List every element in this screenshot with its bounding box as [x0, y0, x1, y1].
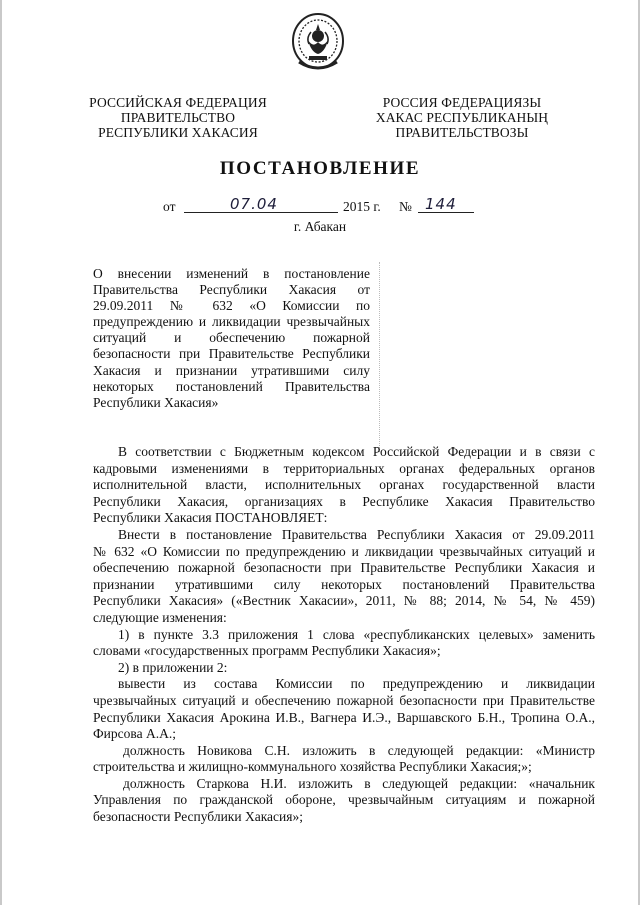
body-line: кадровыми изменениями в территориальных органах федеральных органов — [93, 460, 595, 476]
body-line: № 632 «О Комиссии по предупреждению и ликвидации чрезвычайных ситуаций и — [93, 543, 595, 559]
body-line: 1) в пункте 3.3 приложения 1 слова «республиканских целевых» заменить — [118, 626, 595, 642]
body-line: Республики Хакасия ПОСТАНОВЛЯЕТ: — [93, 510, 328, 526]
body-line: строительства и жилищно-коммунального хозяйства Республики Хакасия;»; — [93, 759, 532, 775]
body-line: Фирсова А.А.; — [93, 726, 176, 742]
header-left-line: РОССИЙСКАЯ ФЕДЕРАЦИЯ — [89, 95, 267, 110]
date-from-label: от — [163, 199, 176, 214]
header-left-line: ПРАВИТЕЛЬСТВО — [120, 110, 236, 125]
subject-line: ситуаций и обеспечению пожарной — [93, 330, 370, 346]
page-edge-left — [0, 0, 2, 905]
header-left-line: РЕСПУБЛИКИ ХАКАСИЯ — [98, 125, 258, 140]
header-right — [368, 95, 556, 140]
document-title: ПОСТАНОВЛЕНИЕ — [219, 158, 421, 179]
subject-line: Хакасия и признании утратившими силу — [93, 362, 370, 378]
header-left — [82, 95, 274, 140]
body-line: следующие изменения: — [93, 609, 227, 625]
body-line: исполнительной власти, исполнительных органах государственной власти — [93, 477, 595, 493]
city-label: г. Абакан — [293, 219, 347, 234]
subject-line: Республики Хакасия» — [93, 394, 219, 410]
header-right-line: ХАКАС РЕСПУБЛИКАНЫҢ — [375, 110, 549, 125]
body-line: Управления по гражданской обороне, чрезвычайным ситуациям и пожарной — [93, 792, 595, 808]
subject-line: некоторых постановлений Правительства — [93, 378, 370, 394]
subject-block — [93, 266, 370, 411]
subject-line: безопасности при Правительстве Республики — [93, 346, 370, 362]
handwritten-number: 144 — [425, 195, 457, 213]
body-line: вывести из состава Комиссии по предупреждению и ликвидации — [118, 676, 595, 692]
body-line: признании утратившими силу некоторых постановлений Правительства — [93, 576, 595, 592]
header-right-line: ПРАВИТЕЛЬСТВОЗЫ — [395, 125, 529, 140]
year-label: 2015 г. — [343, 199, 381, 214]
body-line: словами «государственных программ Республики Хакасия»; — [93, 643, 441, 659]
header-right-line: РОССИЯ ФЕДЕРАЦИЯЗЫ — [382, 95, 542, 110]
body-line: Внести в постановление Правительства Республики Хакасия от 29.09.2011 — [118, 526, 595, 542]
subject-line: Правительства Республики Хакасия от — [93, 282, 370, 298]
date-number-line — [0, 197, 640, 217]
body-line: обеспечению пожарной безопасности при Правительстве Республики Хакасия и — [93, 560, 595, 576]
subject-line: предупреждению и ликвидации чрезвычайных — [93, 314, 370, 330]
body-line: должность Старкова Н.И. изложить в следующей редакции: «начальник — [123, 775, 595, 791]
body-line: 2) в приложении 2: — [118, 659, 228, 675]
scan-fold-line — [379, 262, 380, 452]
body-line: Республики Хакасия Арокина И.В., Вагнера И.Э., Варшавского Б.Н., Тропина О.А., — [93, 709, 595, 725]
number-sign: № — [399, 199, 412, 214]
body-line: В соответствии с Бюджетным кодексом Российской Федерации и в связи с — [118, 444, 595, 459]
document-body — [93, 444, 595, 826]
body-line: Республики Хакасия» («Вестник Хакасии», 2011, № 88; 2014, № 54, № 459) — [93, 593, 595, 609]
handwritten-date: 07.04 — [230, 195, 278, 213]
body-line: безопасности Республики Хакасия»; — [93, 809, 303, 825]
body-line: чрезвычайных ситуаций и обеспечению пожарной безопасности при Правительстве — [93, 692, 595, 708]
body-line: должность Новикова С.Н. изложить в следующей редакции: «Министр — [123, 742, 595, 758]
coat-of-arms-emblem-icon — [289, 10, 347, 76]
subject-line: О внесении изменений в постановление — [93, 266, 370, 281]
subject-line: 29.09.2011 № 632 «О Комиссии по — [93, 298, 370, 314]
body-line: Республики Хакасия, организациях в Республике Хакасия Правительство — [93, 493, 595, 509]
